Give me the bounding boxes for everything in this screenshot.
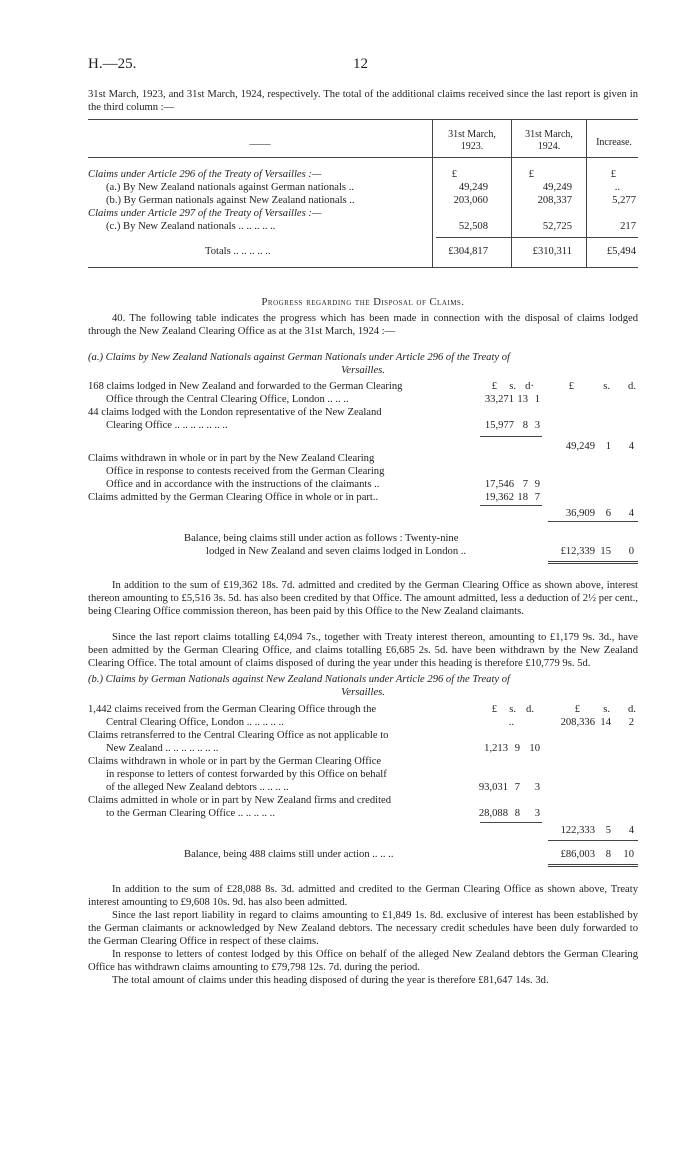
entry-text: New Zealand .. .. .. .. .. .. .. (106, 743, 219, 754)
amount-pence: 9 (534, 479, 540, 490)
total-1923: £304,817 (448, 246, 488, 257)
entry-text: 168 claims lodged in New Zealand and forwarded to the German Clearing (88, 381, 403, 392)
table-row-label: Claims under Article 296 of the Treaty of Versailles :— (88, 169, 322, 180)
table-row-label: (c.) By New Zealand nationals .. .. .. .. .. (106, 221, 276, 232)
subtotal-pence: 4 (628, 508, 634, 519)
amount-pence: 2 (628, 717, 634, 728)
table-header-1924: 31st March, 1924. (525, 129, 573, 152)
balance-shillings: 8 (605, 849, 611, 860)
subtotal-shillings: 1 (605, 441, 611, 452)
amount-pounds: 17,546 (484, 479, 514, 490)
subtotal-pounds: 122,333 (560, 825, 595, 836)
table-row-label: (a.) By New Zealand nationals against German nationals .. (106, 182, 354, 193)
table-cell: 52,508 (458, 221, 488, 232)
amount-shillings: 7 (522, 479, 528, 490)
entry-text: Clearing Office .. .. .. .. .. .. .. (106, 420, 228, 431)
subtotal-pounds: 36,909 (565, 508, 595, 519)
balance-double-rule (548, 563, 638, 564)
amount-pounds: 208,336 (560, 717, 595, 728)
entry-text: Claims retransferred to the Central Clearing Office as not applicable to (88, 730, 389, 741)
total-increase: £5,494 (606, 246, 636, 257)
table-cell: 208,337 (537, 195, 572, 206)
subtotal-pence: 4 (628, 441, 634, 452)
amount-pence: 3 (534, 420, 540, 431)
amount-pounds: 28,088 (478, 808, 508, 819)
amount-pence: 1 (534, 394, 540, 405)
balance-double-rule (548, 561, 638, 562)
table-cell: 49,249 (542, 182, 572, 193)
section-b-paragraph: Since the last report liability in regard to claims amounting to £1,849 1s. 8d. exclusive of interest has been established by the German claimants or acknowledged by New Zealand debtors. The necessary credit schedules have been duly forwarded to the German Clearing Office in respect of these claims. (88, 910, 638, 947)
entry-text: Office in response to contests received from the German Clearing (106, 466, 385, 477)
amount-shillings: 14 (600, 717, 611, 728)
amount-shillings: 13 (517, 394, 528, 405)
section-b-paragraph: In response to letters of contest lodged by this Office on behalf of the alleged New Zealand debtors the German Clearing Office has withdrawn claims amounting to £79,798 12s. 7d. during the period. (88, 949, 638, 973)
balance-pence: 0 (628, 546, 634, 557)
entry-text: 44 claims lodged with the London representative of the New Zealand (88, 407, 382, 418)
col-shillings: s. (509, 381, 516, 392)
table-cell: 52,725 (542, 221, 572, 232)
entry-text: Claims withdrawn in whole or in part by the New Zealand Clearing (88, 453, 375, 464)
balance-text: Balance, being claims still under action as follows : Twenty-nine (184, 533, 459, 544)
entry-text: to the German Clearing Office .. .. .. .. .. (106, 808, 275, 819)
col-pence: d. (526, 704, 534, 715)
entry-text: Claims withdrawn in whole or in part by the German Clearing Office (88, 756, 382, 767)
col-pounds: £ (574, 704, 580, 715)
table-col-rule (511, 119, 512, 267)
table-row-label: (b.) By German nationals against New Zealand nationals .. (106, 195, 355, 206)
amount-pounds: 19,362 (484, 492, 514, 503)
currency-symbol: £ (528, 169, 534, 180)
section-a-heading-cont: Versailles. (341, 365, 385, 376)
table-header-rule (88, 157, 638, 158)
entry-text: 1,442 claims received from the German Clearing Office through the (88, 704, 377, 715)
amount-pence: 10 (529, 743, 540, 754)
entry-text: Claims admitted in whole or in part by New Zealand firms and credited (88, 795, 392, 806)
balance-text: lodged in New Zealand and seven claims lodged in London .. (206, 546, 467, 557)
amount-pounds: 93,031 (478, 782, 508, 793)
balance-double-rule (548, 866, 638, 867)
empty-amount: .. (508, 717, 514, 728)
balance-text: Balance, being 488 claims still under action .. .. .. (184, 849, 394, 860)
table-col-rule (432, 119, 433, 267)
balance-double-rule (548, 864, 638, 865)
totals-rule (436, 237, 638, 238)
page-number: 12 (353, 56, 368, 72)
subtotal-pounds: 49,249 (565, 441, 595, 452)
currency-symbol: £ (610, 169, 616, 180)
table-bottom-rule (88, 267, 638, 268)
subtotal-rule (480, 436, 542, 437)
col-pence: d. (628, 381, 636, 392)
amount-pence: 3 (534, 782, 540, 793)
section-b-heading-cont: Versailles. (341, 687, 385, 698)
table-header-increase: Increase. (596, 137, 632, 148)
table-top-rule (88, 119, 638, 120)
amount-pounds: 33,271 (484, 394, 514, 405)
amount-shillings: 8 (522, 420, 528, 431)
amount-shillings: 8 (514, 808, 520, 819)
subtotal-rule (480, 505, 542, 506)
entry-text: Central Clearing Office, London .. .. .. .. .. (106, 717, 284, 728)
section-b-paragraph: In addition to the sum of £28,088 8s. 3d. admitted and credited to the German Clearing Office as shown above, Treaty interest amounting to £9,608 10s. 9d. has also been admitted. (88, 884, 638, 908)
balance-pounds: £86,003 (560, 849, 595, 860)
col-pounds: £ (491, 704, 497, 715)
table-header-1923: 31st March, 1923. (448, 129, 496, 152)
col-pence: d· (525, 381, 534, 392)
paragraph-40: 40. The following table indicates the progress which has been made in connection with the disposal of claims lodged through the New Zealand Clearing Office as at the 31st March, 1924 :— (88, 313, 638, 337)
amount-shillings: 7 (514, 782, 520, 793)
subtotal-shillings: 5 (605, 825, 611, 836)
section-b-heading: (b.) Claims by German Nationals against New Zealand Nationals under Article 296 of the Treaty of (88, 674, 510, 685)
subtotal-rule (480, 822, 542, 823)
amount-pounds: 1,213 (484, 743, 508, 754)
col-shillings: s. (509, 704, 516, 715)
entry-text: of the alleged New Zealand debtors .. .. .. .. (106, 782, 289, 793)
amount-pence: 3 (534, 808, 540, 819)
document-reference: H.—25. (88, 56, 137, 72)
amount-pounds: 15,977 (484, 420, 514, 431)
section-title: Progress regarding the Disposal of Claims. (261, 297, 465, 308)
balance-pounds: £12,339 (560, 546, 595, 557)
section-a-heading: (a.) Claims by New Zealand Nationals against German Nationals under Article 296 of the Treaty of (88, 352, 510, 363)
subtotal-rule (548, 840, 638, 841)
table-cell: 217 (620, 221, 636, 232)
col-pounds: £ (568, 381, 574, 392)
entry-text: Office and in accordance with the instructions of the claimants .. (106, 479, 380, 490)
table-cell: 49,249 (458, 182, 488, 193)
col-shillings: s. (603, 381, 610, 392)
entry-text: Office through the Central Clearing Office, London .. .. .. (106, 394, 349, 405)
currency-symbol: £ (451, 169, 457, 180)
balance-shillings: 15 (600, 546, 611, 557)
subtotal-rule (548, 521, 638, 522)
intro-paragraph: 31st March, 1923, and 31st March, 1924, respectively. The total of the additional claims received since the last report is given in the third column :— (88, 89, 638, 113)
section-b-paragraph: The total amount of claims under this heading disposed of during the year is therefore £81,647 14s. 3d. (112, 975, 549, 986)
table-header-blank: —— (249, 139, 271, 150)
totals-label: Totals .. .. .. .. .. (205, 246, 271, 257)
table-cell: 5,277 (612, 195, 636, 206)
entry-text: Claims admitted by the German Clearing Office in whole or in part.. (88, 492, 379, 503)
balance-pence: 10 (623, 849, 634, 860)
table-cell: 203,060 (453, 195, 488, 206)
table-row-label: Claims under Article 297 of the Treaty of Versailles :— (88, 208, 322, 219)
amount-pence: 7 (534, 492, 540, 503)
amount-shillings: 18 (517, 492, 528, 503)
table-col-rule (586, 119, 587, 267)
total-1924: £310,311 (532, 246, 572, 257)
table-cell: .. (614, 182, 620, 193)
col-shillings: s. (603, 704, 610, 715)
amount-shillings: 9 (514, 743, 520, 754)
subtotal-pence: 4 (628, 825, 634, 836)
section-a-paragraph: In addition to the sum of £19,362 18s. 7d. admitted and credited by the German Clearing Office as shown above, interest thereon amounting to £5,516 3s. 5d. has also been credited by that Office. The amount admitted, less a deduction of 2½ per cent., being Clearing Office commission thereon, has been paid by this Office to the New Zealand claimants. (88, 580, 638, 617)
entry-text: in response to letters of contest forwarded by this Office on behalf (106, 769, 387, 780)
subtotal-shillings: 6 (605, 508, 611, 519)
col-pence: d. (628, 704, 636, 715)
col-pounds: £ (491, 381, 497, 392)
section-a-paragraph: Since the last report claims totalling £4,094 7s., together with Treaty interest thereon, amounting to £1,179 9s. 3d., have been admitted by the German Clearing Office, and claims totalling £6,685 2s. 5d. have been withdrawn by the New Zealand Clearing Office. The total amount of claims disposed of during the year under this heading is therefore £10,779 9s. 5d. (88, 632, 638, 669)
